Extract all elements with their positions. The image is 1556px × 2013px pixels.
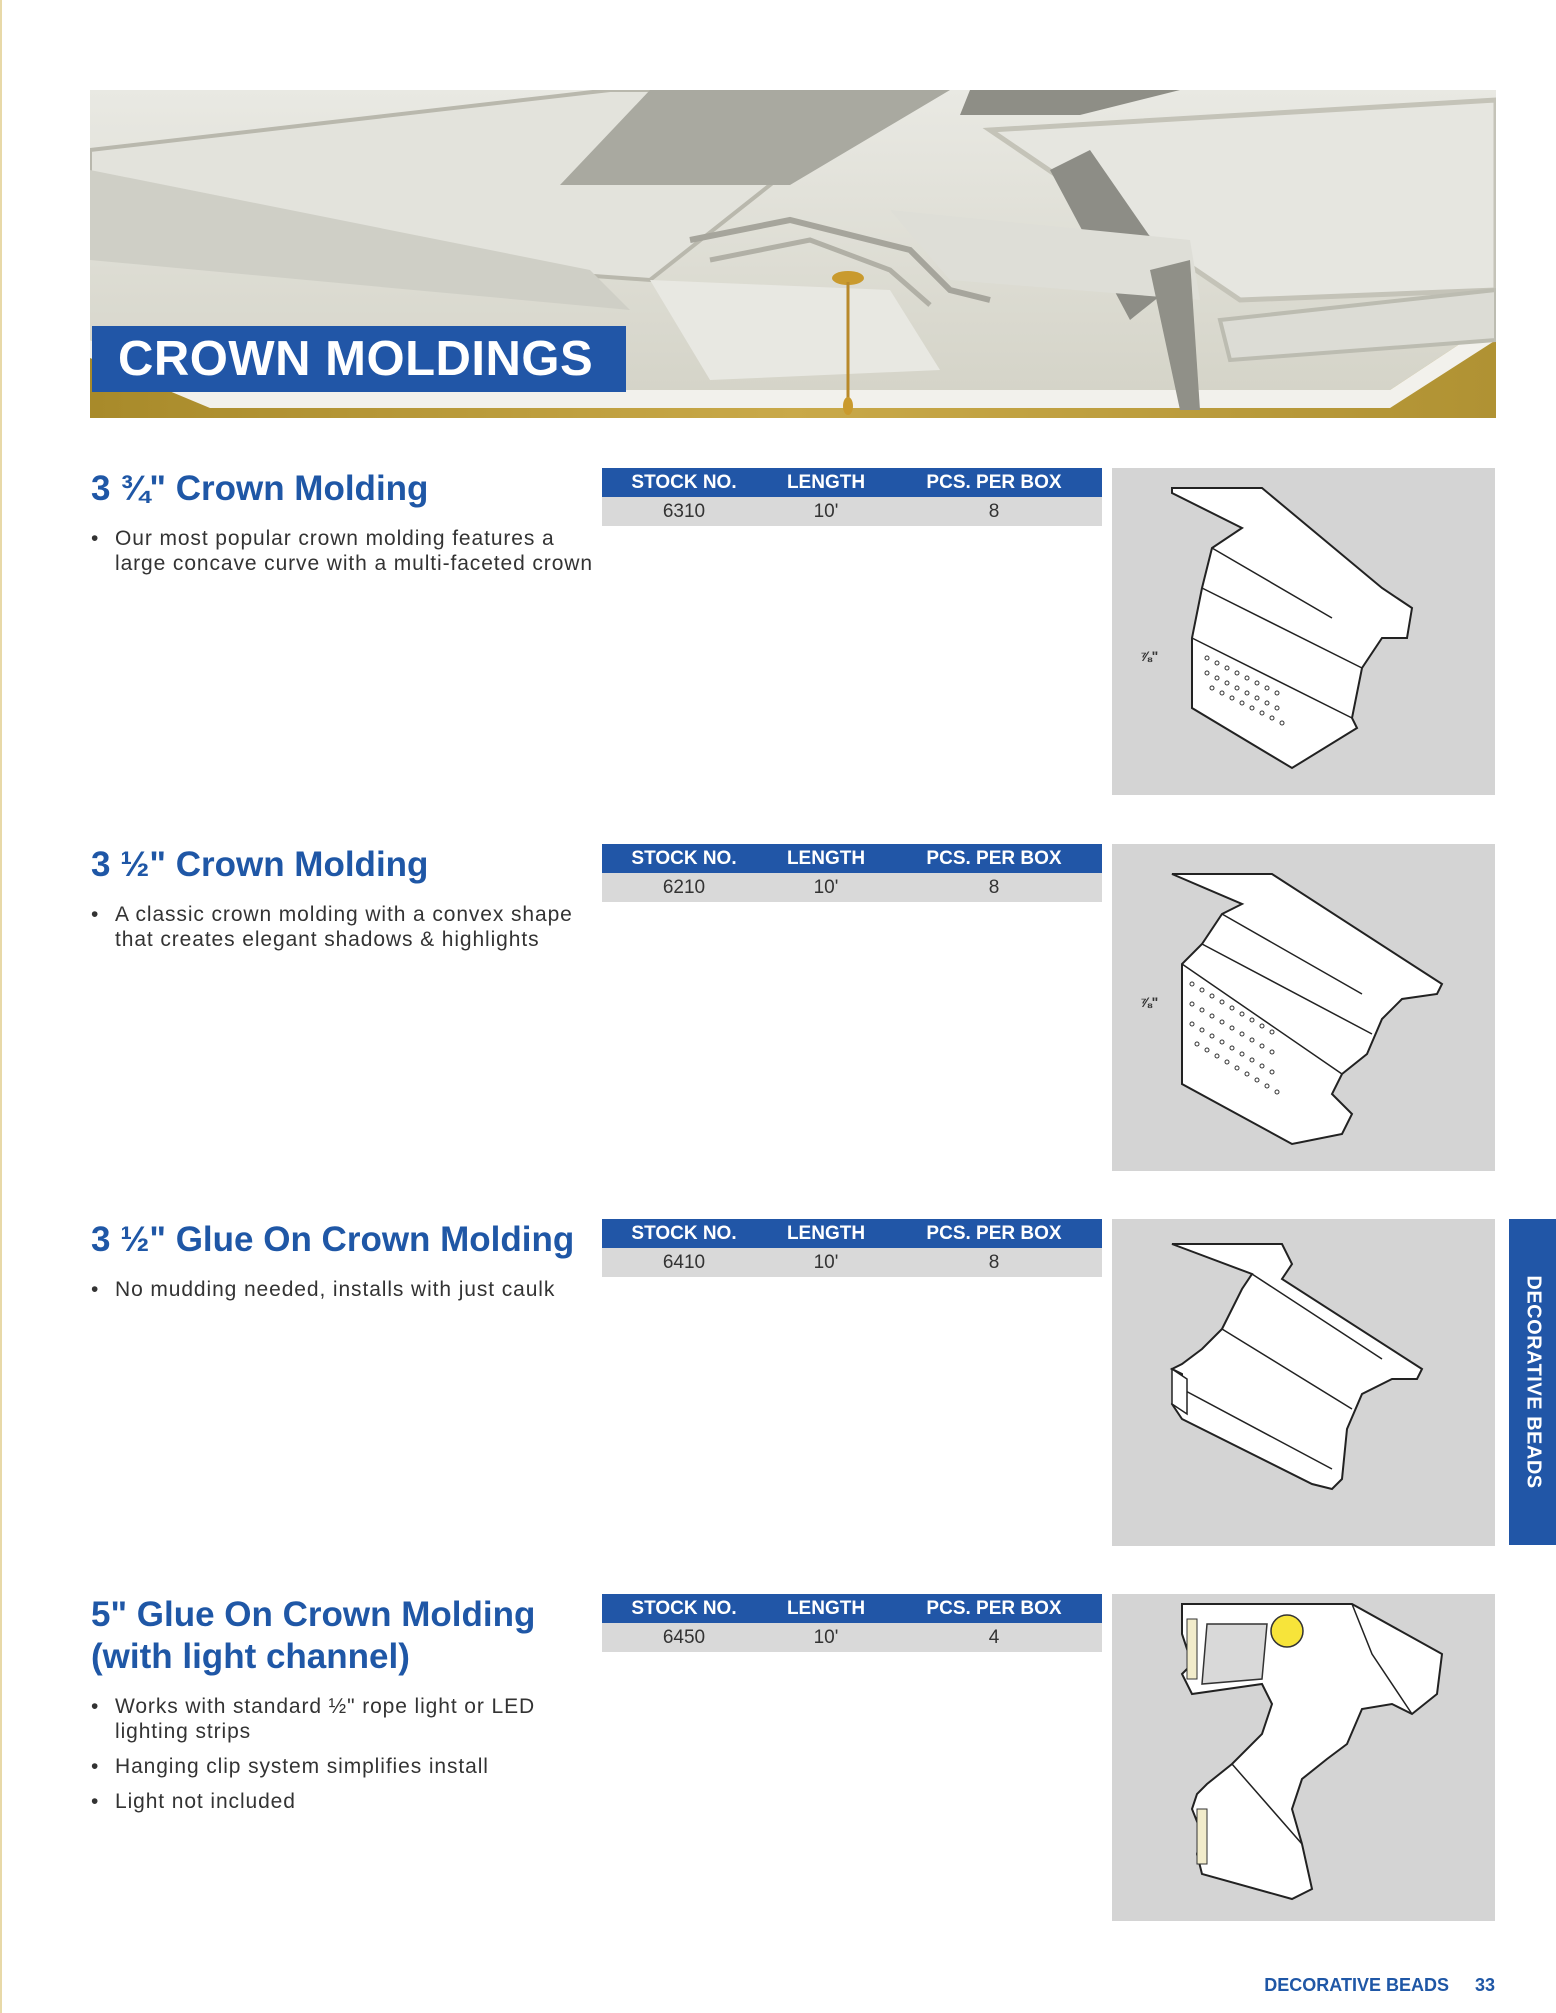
header-length: LENGTH [766, 468, 886, 497]
product-illustration [1112, 468, 1495, 795]
product-title: 3 ¾" Crown Molding [91, 469, 429, 508]
feature-item: • No mudding needed, installs with just caulk [91, 1278, 556, 1301]
cell-stock-no: 6310 [602, 497, 766, 526]
feature-item: • Hanging clip system simplifies install [91, 1755, 489, 1778]
feature-item: • Our most popular crown molding features a large concave curve with a multi-faceted crown [91, 527, 593, 575]
page-footer [1264, 1975, 1495, 1996]
cell-length: 10' [766, 1248, 886, 1277]
product-illustration [1112, 1219, 1495, 1546]
product-illustration [1112, 1594, 1495, 1921]
section-side-tab [1509, 1219, 1556, 1545]
bullet-glyph: • [91, 1790, 100, 1813]
table-row [602, 1623, 1102, 1652]
feature-list [91, 1277, 601, 1312]
page-number: 33 [1474, 1975, 1495, 1995]
table-row [602, 497, 1102, 526]
cell-length: 10' [766, 873, 886, 902]
product-title: 5" Glue On Crown Molding (with light channel) [91, 1595, 536, 1676]
header-pcs-per-box: PCS. PER BOX [886, 468, 1102, 497]
cell-stock-no: 6410 [602, 1248, 766, 1277]
spec-table [602, 1219, 1102, 1277]
bullet-glyph: • [91, 1755, 100, 1778]
feature-item: • Works with standard ½" rope light or LED lighting strips [91, 1695, 536, 1743]
product-title: 3 ½" Glue On Crown Molding [91, 1220, 575, 1259]
feature-item: • Light not included [91, 1790, 296, 1813]
header-stock-no: STOCK NO. [602, 468, 766, 497]
spec-table [602, 1594, 1102, 1652]
product-title: 3 ½" Crown Molding [91, 845, 429, 884]
header-length: LENGTH [766, 1594, 886, 1623]
cell-pcs-per-box: 4 [886, 1623, 1102, 1652]
header-pcs-per-box: PCS. PER BOX [886, 844, 1102, 873]
feature-list [91, 902, 601, 962]
crown-molding-drawing [1112, 1219, 1495, 1546]
cell-pcs-per-box: 8 [886, 497, 1102, 526]
feature-list [91, 1694, 601, 1824]
cell-length: 10' [766, 497, 886, 526]
spec-table [602, 468, 1102, 526]
bullet-glyph: • [91, 903, 100, 926]
header-length: LENGTH [766, 844, 886, 873]
footer-section-name: DECORATIVE BEADS [1264, 1975, 1449, 1995]
header-stock-no: STOCK NO. [602, 1594, 766, 1623]
light-channel-molding-drawing [1112, 1594, 1495, 1921]
product-illustration [1112, 844, 1495, 1171]
side-tab-label: DECORATIVE BEADS [1522, 1275, 1544, 1489]
page-edge [0, 0, 2, 2013]
feature-item: • A classic crown molding with a convex shape that creates elegant shadows & highlights [91, 903, 573, 951]
dimension-label: ⅞" [1140, 994, 1159, 1010]
dimension-label: ⅞" [1140, 648, 1159, 664]
cell-pcs-per-box: 8 [886, 1248, 1102, 1277]
header-stock-no: STOCK NO. [602, 844, 766, 873]
hero-banner [90, 90, 1496, 418]
cell-pcs-per-box: 8 [886, 873, 1102, 902]
bullet-glyph: • [91, 1695, 100, 1718]
cell-stock-no: 6210 [602, 873, 766, 902]
section-title: CROWN MOLDINGS [92, 326, 626, 392]
header-stock-no: STOCK NO. [602, 1219, 766, 1248]
header-pcs-per-box: PCS. PER BOX [886, 1219, 1102, 1248]
crown-molding-drawing [1112, 468, 1495, 795]
feature-list [91, 526, 601, 586]
table-row [602, 1248, 1102, 1277]
table-row [602, 873, 1102, 902]
spec-table [602, 844, 1102, 902]
cell-stock-no: 6450 [602, 1623, 766, 1652]
crown-molding-drawing [1112, 844, 1495, 1171]
header-length: LENGTH [766, 1219, 886, 1248]
bullet-glyph: • [91, 527, 100, 550]
cell-length: 10' [766, 1623, 886, 1652]
header-pcs-per-box: PCS. PER BOX [886, 1594, 1102, 1623]
bullet-glyph: • [91, 1278, 100, 1301]
